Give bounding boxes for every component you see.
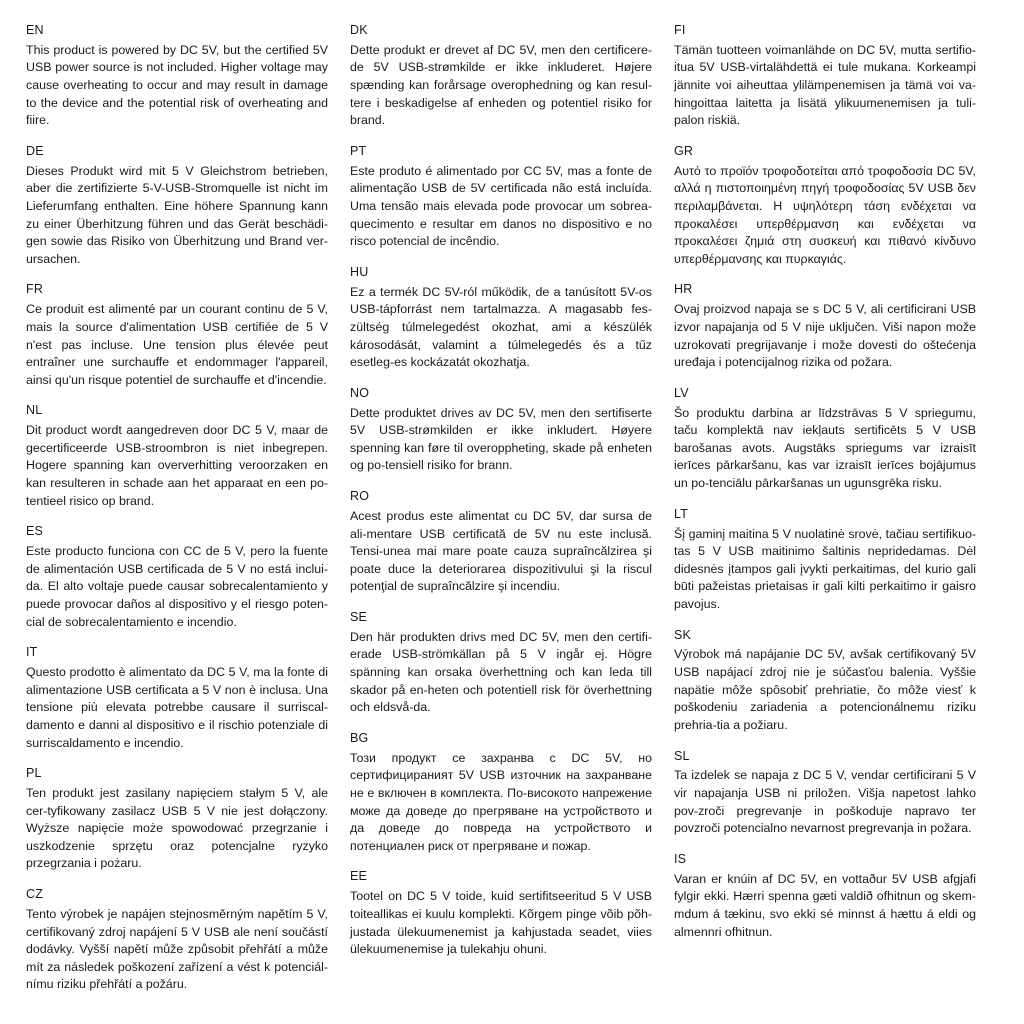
- language-block-gr: [674, 143, 976, 269]
- language-code-ee: EE: [350, 869, 368, 884]
- language-block-hu: [350, 264, 652, 372]
- language-code-hr: HR: [674, 282, 693, 297]
- language-block-bg: [350, 730, 652, 856]
- language-block-lt: [674, 506, 976, 614]
- language-block-en: [26, 22, 328, 130]
- language-block-fr: [26, 281, 328, 389]
- language-text-hr: Ovaj proizvod napaja se s DC 5 V, ali certificirani USB izvor napajanja od 5 V nije uključen. Viši napon može uzrokovati pregrijavanje i može dovesti do oštećenja uređaja i potencijalnog rizika od požara.: [674, 302, 976, 370]
- language-block-dk: [350, 22, 652, 130]
- language-code-it: IT: [26, 645, 38, 660]
- language-text-es: Este producto funciona con CC de 5 V, pero la fuente de alimentación USB certificada de 5 V no está inclui-da. El alto voltaje puede causar sobrecalentamiento y puede provocar daños al dispositivo y el riesgo poten-cial de sobrecalentamiento e incendio.: [26, 544, 328, 629]
- language-code-es: ES: [26, 524, 44, 539]
- language-code-pt: PT: [350, 143, 367, 158]
- language-code-de: DE: [26, 143, 44, 158]
- language-code-lv: LV: [674, 385, 689, 400]
- language-code-fi: FI: [674, 23, 686, 37]
- language-block-fi: [674, 22, 976, 130]
- language-text-fi: Tämän tuotteen voimanlähde on DC 5V, mutta sertifio-itua 5V USB-virtalähdettä ei tule mukana. Korkeampi jännite voi aiheuttaa ylilämpenemisen ja tämä voi va-hingoittaa laitetta ja lisätä ylikuumenemisen ja tuli-palon riskiä.: [674, 42, 976, 128]
- language-code-ro: RO: [350, 489, 370, 504]
- language-code-nl: NL: [26, 403, 43, 418]
- language-block-ee: [350, 868, 652, 958]
- language-code-sl: SL: [674, 748, 690, 763]
- language-text-en: This product is powered by DC 5V, but the certified 5V USB power source is not included. Higher voltage may cause overheating to occur and may result in damage to the device and the potential risk of overheating and fiire.: [26, 42, 328, 128]
- language-text-gr: Αυτό το προϊόν τροφοδοτείται από τροφοδοσία DC 5V, αλλά η πιστοποιημένη πηγή τροφοδοσίας 5V USB δεν περιλαμβάνεται. Η υψηλότερη τάση ενδέχεται να προκαλέσει υπερθέρμανση και ενδέχεται να προκαλέσει ζημιά στη συσκευή και πιθανό κίνδυνο υπερθέρμανσης και πυρκαγιάς.: [674, 163, 976, 266]
- language-text-ee: Tootel on DC 5 V toide, kuid sertifitseeritud 5 V USB toiteallikas ei kuulu komplekti. Kõrgem pinge võib põh-justada ülekuumenemist ja kahjustada seadet, viies ülekuumenemise ja tulekahju ohuni.: [350, 889, 652, 957]
- language-block-it: [26, 644, 328, 752]
- language-code-hu: HU: [350, 264, 369, 279]
- language-text-it: Questo prodotto è alimentato da DC 5 V, ma la fonte di alimentazione USB certificata a 5 V non è inclusa. Una tensione più elevata potrebbe causare il surriscal-damento e danni al dispositivo e il rischio potenziale di surriscaldamento e incendio.: [26, 665, 328, 750]
- language-code-bg: BG: [350, 730, 369, 745]
- language-code-fr: FR: [26, 282, 44, 297]
- language-text-de: Dieses Produkt wird mit 5 V Gleichstrom betrieben, aber die zertifizierte 5-V-USB-Stromquelle ist nicht im Lieferumfang enthalten. Eine höhere Spannung kann zu einer Überhitzung führen und das Gerät beschädi-gen sowie das Risiko von Überhitzung und Brand ver-ursachen.: [26, 163, 328, 266]
- language-text-no: Dette produktet drives av DC 5V, men den sertifiserte 5V USB-strømkilden er ikke inkludert. Høyere spenning kan føre til overoppheting, skade på enheten og po-tensiell risiko for brann.: [350, 405, 652, 473]
- language-block-no: [350, 385, 652, 475]
- language-text-is: Varan er knúin af DC 5V, en vottaður 5V USB afgjafi fylgir ekki. Hærri spenna gæti valdið ofhitnun og skem-mdum á tækinu, svo ekki sé minnst á hættu á eldi og almennri ofhitnun.: [674, 871, 976, 939]
- language-text-lv: Šo produktu darbina ar līdzstrāvas 5 V spriegumu, taču komplektā nav iekļauts sertificēts 5 V USB barošanas avots. Augstāks spriegums var izraisīt ierīces pārkaršanu, kas var izraisīt ierīces bojājumus un po-tenciālu pārkaršanas un ugunsgrēka risku.: [674, 405, 976, 491]
- language-block-pt: [350, 143, 652, 251]
- language-text-bg: Този продукт се захранва с DC 5V, но сертифицираният 5V USB източник на захранване не е включен в комплекта. По-високото напрежение може да доведе до прегряване на устройството и да доведе до повреда на устройството и потенциален риск от прегряване и пожар.: [350, 750, 652, 853]
- language-code-se: SE: [350, 610, 368, 624]
- language-code-pl: PL: [26, 766, 42, 781]
- language-block-hr: [674, 281, 976, 371]
- language-text-dk: Dette produkt er drevet af DC 5V, men den certificere-de 5V USB-strømkilde er ikke inkluderet. Højere spænding kan forårsage overophedning og kan resul-tere i beskadigelse af enheden og potentiel risiko for brand.: [350, 42, 652, 128]
- column-3: [674, 22, 998, 1014]
- language-block-sl: [674, 748, 976, 838]
- column-2: [350, 22, 674, 1014]
- language-block-se: [350, 609, 652, 717]
- language-text-nl: Dit product wordt aangedreven door DC 5 V, maar de gecertificeerde USB-stroombron is niet inbegrepen. Hogere spanning kan oververhitting veroorzaken en kan resulteren in schade aan het apparaat en een po-tentieel risico op brand.: [26, 423, 328, 508]
- language-block-ro: [350, 488, 652, 596]
- language-block-pl: [26, 765, 328, 873]
- language-block-es: [26, 523, 328, 631]
- language-text-sk: Výrobok má napájanie DC 5V, avšak certifikovaný 5V USB napájací zdroj nie je súčasťou balenia. Vyššie napätie môže spôsobiť prehriatie, čo môže viesť k poškodeniu zariadenia a potencionálnemu riziku prehria-tia a požiaru.: [674, 647, 976, 732]
- language-code-gr: GR: [674, 143, 694, 158]
- column-1: [26, 22, 350, 1014]
- language-code-dk: DK: [350, 23, 368, 37]
- language-code-en: EN: [26, 23, 44, 37]
- language-text-pt: Este produto é alimentado por CC 5V, mas a fonte de alimentação USB de 5V certificada não está incluída. Uma tensão mais elevada pode provocar um sobrea-quecimento e resultar em danos no dispositivo e no risco potencial de incêndio.: [350, 163, 652, 249]
- language-text-fr: Ce produit est alimenté par un courant continu de 5 V, mais la source d'alimentation USB certifiée de 5 V n'est pas incluse. Une tension plus élevée peut entraîner une surchauffe et endommager l'appareil, ainsi qu'un risque potentiel de surchauffe et d'incendie.: [26, 302, 328, 387]
- language-code-cz: CZ: [26, 887, 44, 902]
- language-code-lt: LT: [674, 506, 689, 521]
- language-text-sl: Ta izdelek se napaja z DC 5 V, vendar certificirani 5 V vir napajanja USB ni priložen. Višja napetost lahko pov-zroči pregrevanje in poškoduje napravo ter povzroči potencialno nevarnost pregrevanja in požara.: [674, 768, 976, 836]
- language-block-lv: [674, 385, 976, 493]
- language-code-is: IS: [674, 851, 687, 866]
- language-code-no: NO: [350, 385, 370, 400]
- language-text-hu: Ez a termék DC 5V-ról működik, de a tanúsított 5V-os USB-tápforrást nem tartalmazza. A magasabb fes-zültség túlmelegedést okozhat, ami a készülék károsodását, valamint a túlmelegedés és a tűz esetleg-es kockázatát okozhatja.: [350, 284, 652, 370]
- language-text-ro: Acest produs este alimentat cu DC 5V, dar sursa de ali-mentare USB certificată de 5V nu este inclusă. Tensi-unea mai mare poate cauza supraîncălzirea şi poate duce la deteriorarea dispozitivului şi la riscul potenţial de supraîncălzire şi incendiu.: [350, 508, 652, 594]
- language-code-sk: SK: [674, 627, 692, 642]
- language-text-cz: Tento výrobek je napájen stejnosměrným napětím 5 V, certifikovaný zdroj napájení 5 V USB ale není součástí dodávky. Vyšší napětí může způsobit přehřátí a může mít za následek poškození zařízení a vést k potenciál-nímu riziku přehřátí a požáru.: [26, 906, 328, 992]
- language-block-cz: [26, 886, 328, 994]
- language-text-lt: Šį gaminį maitina 5 V nuolatinė srovė, tačiau sertifikuo-tas 5 V USB maitinimo šaltinis nepridedamas. Dėl didesnės įtampos gali įvykti perkaitimas, del kurio gali būti pažeistas prietaisas ir gali kilti perkaitimo ir gaisro pavojus.: [674, 526, 976, 611]
- language-text-pl: Ten produkt jest zasilany napięciem stałym 5 V, ale cer-tyfikowany zasilacz USB 5 V nie jest dołączony. Wyższe napięcie może spowodować przegrzanie i uszkodzenie sprzętu oraz potencjalne ryzyko przegrzania i pożaru.: [26, 786, 328, 871]
- language-text-se: Den här produkten drivs med DC 5V, men den certifi-erade USB-strömkällan på 5 V ingår ej. Högre spänning kan orsaka överhettning och kan leda till skador på en-heten och potentiell risk för överhettning och eldsvå-da.: [350, 629, 652, 715]
- language-block-is: [674, 851, 976, 941]
- language-block-sk: [674, 627, 976, 735]
- language-block-nl: [26, 402, 328, 510]
- language-block-de: [26, 143, 328, 269]
